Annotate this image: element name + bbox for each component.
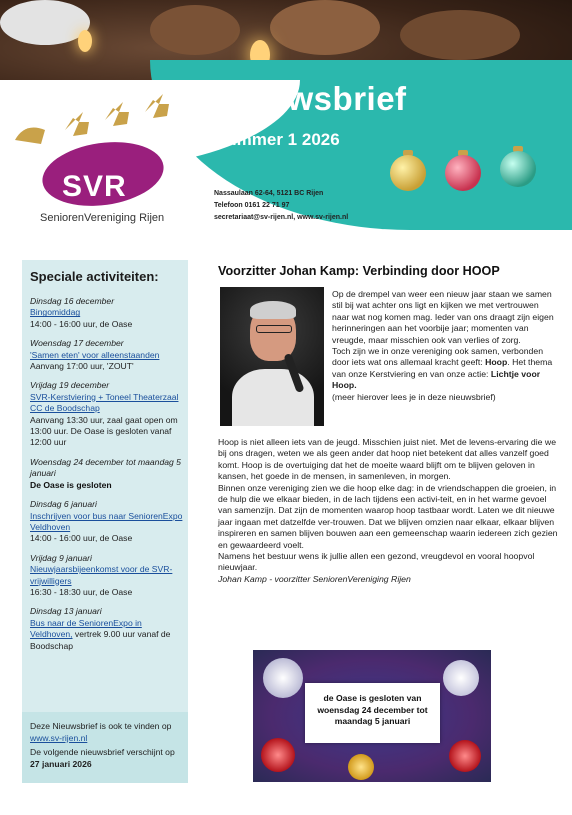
event-link[interactable]: Inschrijven voor bus naar SeniorenExpo Veldhoven [30, 510, 183, 532]
red-bauble-icon [449, 740, 481, 772]
photo-shirt [232, 369, 314, 426]
article-paragraph [332, 346, 558, 392]
phone-line: Telefoon 0161 22 71 97 [214, 202, 290, 209]
list-item [30, 296, 186, 330]
event-link[interactable]: Bingomiddag [30, 307, 81, 318]
event-date: Vrijdag 19 december [30, 380, 110, 391]
event-date: Vrijdag 9 januari [30, 552, 92, 563]
issue-number: Nummer 1 2026 [214, 130, 340, 149]
text-span: . Het thema van onze Kerstviering en van onze actie: [332, 357, 553, 379]
newsletter-title: Nieuwsbrief [214, 80, 407, 117]
logo-subtitle: SeniorenVereniging Rijen [40, 212, 165, 224]
text-span: Toch zijn we in onze vereniging ook samen, verbonden door iets wat ons allemaal kracht geeft: [332, 346, 544, 368]
event-details: Aanvang 13:30 uur, zaal gaat open om 13:00 uur. De Oase is gesloten vanaf 12:00 uur [30, 414, 178, 448]
candle-flame-icon [78, 30, 92, 52]
footer-text: Deze Nieuwsbrief is ook te vinden op [30, 721, 172, 731]
website-link[interactable]: www.sv-rijen.nl [30, 733, 88, 743]
snow-decoration [0, 0, 90, 45]
event-date: Woensdag 24 december tot maandag 5 januari [30, 456, 181, 479]
list-item [30, 380, 186, 448]
sidebar-footer [22, 712, 188, 783]
closure-notice-image [253, 650, 491, 782]
photo-glasses [256, 325, 292, 333]
sidebar-title: Speciale activiteiten: [30, 269, 159, 284]
list-item [30, 499, 186, 545]
article-paragraph: (meer hierover lees je in deze nieuwsbrief) [332, 391, 496, 402]
pinecone-decoration [150, 5, 240, 55]
event-link[interactable]: Nieuwjaarsbijeenkomst voor de SVR-vrijwilligers [30, 564, 173, 586]
article-paragraph: Binnen onze vereniging zien we die hoop elke dag: in de vriendschappen die groeien, in de hulp die we elkaar bieden, in de lach tijdens een activi-teit, en in het warme gevoel van samenzijn. Dat zijn de momenten waarop hoop tastbaar wordt. Laten we dit nieuwe jaar ingaan met datzelfde ver-trouwen. Dat we blijven omzien naar elkaar, elkaar blijven inspireren en samen blijven bouwen aan een gemeenschap waarin iedereen zich gezien en gewaardeerd voelt. [218, 482, 558, 550]
article-signature: Johan Kamp - voorzitter SeniorenVereniging Rijen [218, 573, 411, 584]
list-item [30, 338, 186, 372]
red-bauble-icon [261, 738, 295, 772]
event-details: vertrek 9.00 uur vanaf de Boodschap [30, 629, 171, 651]
event-date: Dinsdag 13 januari [30, 606, 102, 617]
newsletter-header [0, 0, 572, 245]
article-paragraph: Op de drempel van weer een nieuw jaar staan we samen stil bij wat achter ons ligt en kijken we met vertrouwen naar wat nog komen mag. Ieder van ons draagt zijn eigen herinneringen aan het voorbije jaar; momenten van vreugde, maar misschien ook van verlies of zorg. [332, 289, 554, 345]
event-link[interactable]: SVR-Kerstviering + Toneel Theaterzaal CC de Boodschap [30, 391, 179, 414]
gold-bauble-icon [390, 155, 426, 191]
next-issue-date: 27 januari 2026 [30, 759, 92, 769]
walnut-decoration [400, 10, 520, 60]
article-intro [332, 289, 558, 403]
bold-hoop: Hoop [485, 357, 508, 368]
address-line: Nassaulaan 62-64, 5121 BC Rijen [214, 190, 324, 197]
gift-decoration-icon [348, 754, 374, 780]
snow-ornament-icon [443, 660, 479, 696]
logo-text: SVR [62, 170, 127, 203]
notice-card [305, 683, 440, 743]
list-item [30, 457, 186, 491]
event-details: 14:00 - 16:00 uur, de Oase [30, 533, 133, 544]
footer-text: De volgende nieuwsbrief verschijnt op [30, 747, 175, 757]
event-list [30, 296, 186, 660]
list-item [30, 553, 186, 599]
event-date: Dinsdag 6 januari [30, 499, 97, 510]
pinecone-decoration [270, 0, 380, 55]
red-bauble-icon [445, 155, 481, 191]
article-body [218, 437, 558, 585]
closure-notice-text: de Oase is gesloten van woensdag 24 december tot maandag 5 januari [317, 693, 428, 726]
event-details: Aanvang 17:00 uur, 'ZOUT' [30, 361, 134, 372]
article-title: Voorzitter Johan Kamp: Verbinding door HOOP [218, 264, 500, 278]
green-bauble-icon [500, 151, 536, 187]
article-paragraph: Namens het bestuur wens ik jullie allen een gezond, vreugdevol en vooral hoopvol nieuwjaar. [218, 551, 535, 573]
event-date: Dinsdag 16 december [30, 296, 115, 306]
bold-lichtje: Lichtje voor Hoop. [332, 368, 541, 391]
special-activities-sidebar [22, 260, 188, 783]
event-details: 16:30 - 18:30 uur, de Oase [30, 586, 133, 597]
event-link[interactable]: Bus naar de SeniorenExpo in Veldhoven, [30, 617, 142, 640]
email-web-line: secretariaat@sv-rijen.nl, www.sv-rijen.nl [214, 214, 349, 221]
event-closed-notice: De Oase is gesloten [30, 479, 112, 490]
photo-hair [250, 301, 296, 319]
event-details: 14:00 - 16:00 uur, de Oase [30, 318, 133, 329]
event-link[interactable]: 'Samen eten' voor alleenstaanden [30, 349, 160, 360]
contact-address [214, 188, 348, 224]
article-paragraph: Hoop is niet alleen iets van de jeugd. Misschien juist niet. Met de levens-ervaring die we bij ons dragen, weten we als geen ander dat hoop niet betekent dat alles vanzelf goed komt. Hoop is de overtuiging dat het de moeite waard blijft om te blijven geloven in kansen, het goede in de mensen, in samenleven, in morgen. [218, 437, 557, 482]
snow-ornament-icon [263, 658, 303, 698]
event-date: Woensdag 17 december [30, 338, 124, 349]
chairman-photo [220, 287, 324, 426]
list-item [30, 606, 186, 652]
